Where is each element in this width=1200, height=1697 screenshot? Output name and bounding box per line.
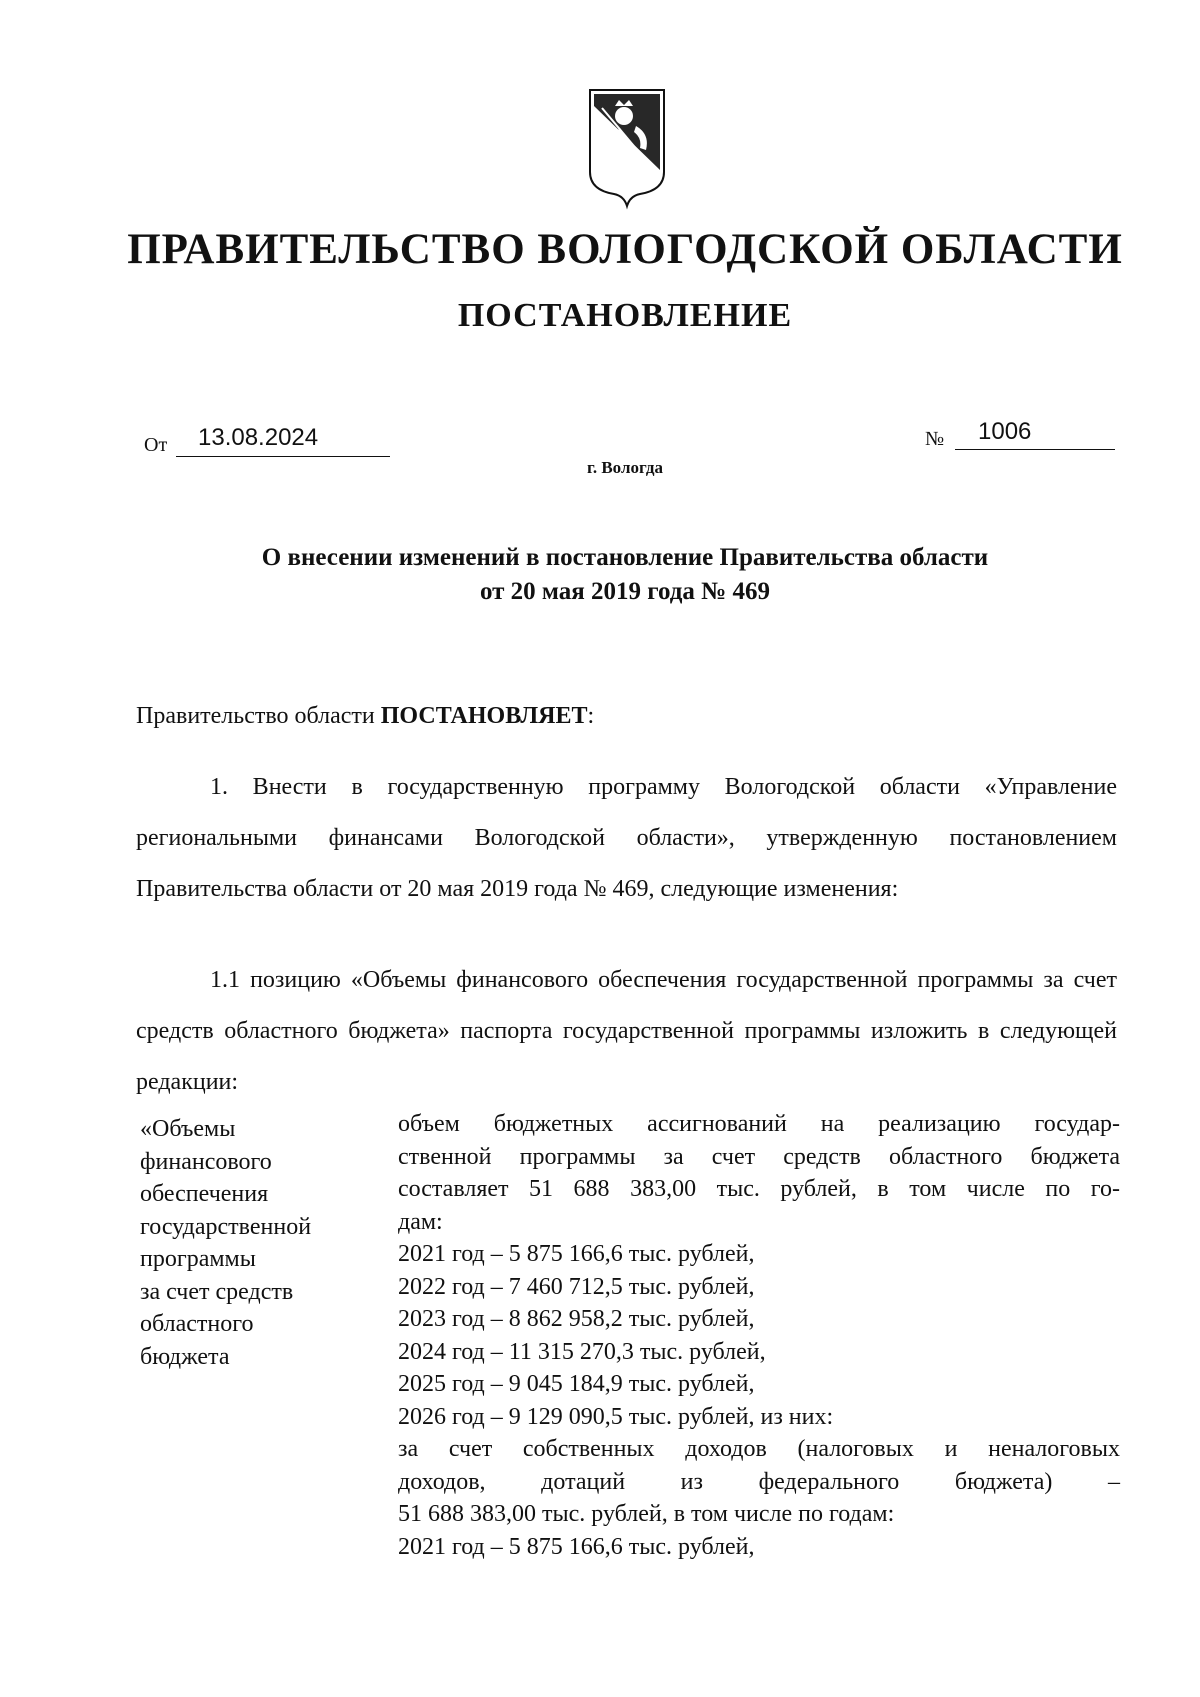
intro-line: ственной программы за счет средств областного бюджета (398, 1143, 1120, 1170)
left-line: областного (140, 1311, 254, 1337)
year-line: 2022 год – 7 460 712,5 тыс. рублей, (398, 1273, 755, 1300)
year-line: 2024 год – 11 315 270,3 тыс. рублей, (398, 1338, 766, 1365)
resolution-keyword: ПОСТАНОВЛЯЕТ (380, 703, 588, 729)
intro-line: объем бюджетных ассигнований на реализацию государ- (398, 1111, 1120, 1137)
document-date: 13.08.2024 (198, 424, 319, 451)
year-line: 2023 год – 8 862 958,2 тыс. рублей, (398, 1306, 755, 1332)
coat-of-arms-emblem (584, 86, 670, 210)
number-prefix: № (925, 428, 945, 450)
city: г. Вологда (587, 458, 663, 477)
resolution-suffix: : (587, 703, 595, 729)
government-title: ПРАВИТЕЛЬСТВО ВОЛОГОДСКОЙ ОБЛАСТИ (127, 226, 1123, 273)
left-line: бюджета (140, 1343, 230, 1370)
own-income-line: доходов, дотаций из федерального бюджета) – (398, 1468, 1120, 1495)
resolution-intro (136, 703, 594, 730)
year-line: 2021 год – 5 875 166,6 тыс. рублей, (398, 1241, 755, 1267)
intro-line: составляет 51 688 383,00 тыс. рублей, в том числе по го- (398, 1176, 1120, 1202)
subject-line-2: от 20 мая 2019 года № 469 (479, 578, 771, 605)
tail-line: 2021 год – 5 875 166,6 тыс. рублей, (398, 1533, 755, 1560)
left-line: государственной (140, 1213, 312, 1240)
left-line: финансового (140, 1148, 272, 1175)
paragraph-1-1: 1.1 позицию «Объемы финансового обеспечения государственной программы за счет средств областного бюджета» паспорта государственной программы изложить в следующей редакции: (136, 967, 1117, 1095)
resolution-prefix: Правительство области (136, 703, 381, 729)
date-underline (176, 456, 390, 457)
number-underline (955, 449, 1115, 450)
table-left-column (140, 1113, 360, 1373)
left-line: за счет средств (140, 1278, 294, 1305)
date-prefix: От (144, 434, 168, 456)
left-line: программы (140, 1246, 256, 1272)
own-income-line: за счет собственных доходов (налоговых и неналоговых (398, 1436, 1120, 1462)
tail-line: 51 688 383,00 тыс. рублей, в том числе по годам: (398, 1501, 895, 1527)
document-type: ПОСТАНОВЛЕНИЕ (457, 297, 793, 334)
left-line: обеспечения (140, 1181, 269, 1207)
document-number: 1006 (978, 418, 1032, 445)
subject-line-1: О внесении изменений в постановление Правительства области (261, 544, 989, 571)
year-line: 2025 год – 9 045 184,9 тыс. рублей, (398, 1371, 755, 1397)
table-right-column (398, 1108, 1120, 1563)
document-subject (0, 541, 1200, 609)
left-line: «Объемы (140, 1116, 236, 1142)
year-line: 2026 год – 9 129 090,5 тыс. рублей, из них: (398, 1403, 834, 1430)
paragraph-1: 1. Внести в государственную программу Вологодской области «Управление региональными финансами Вологодской области», утвержденную постановлением Правительства области от 20 мая 2019 года № 469, следующие изменения: (136, 774, 1117, 902)
intro-line: дам: (398, 1208, 443, 1235)
